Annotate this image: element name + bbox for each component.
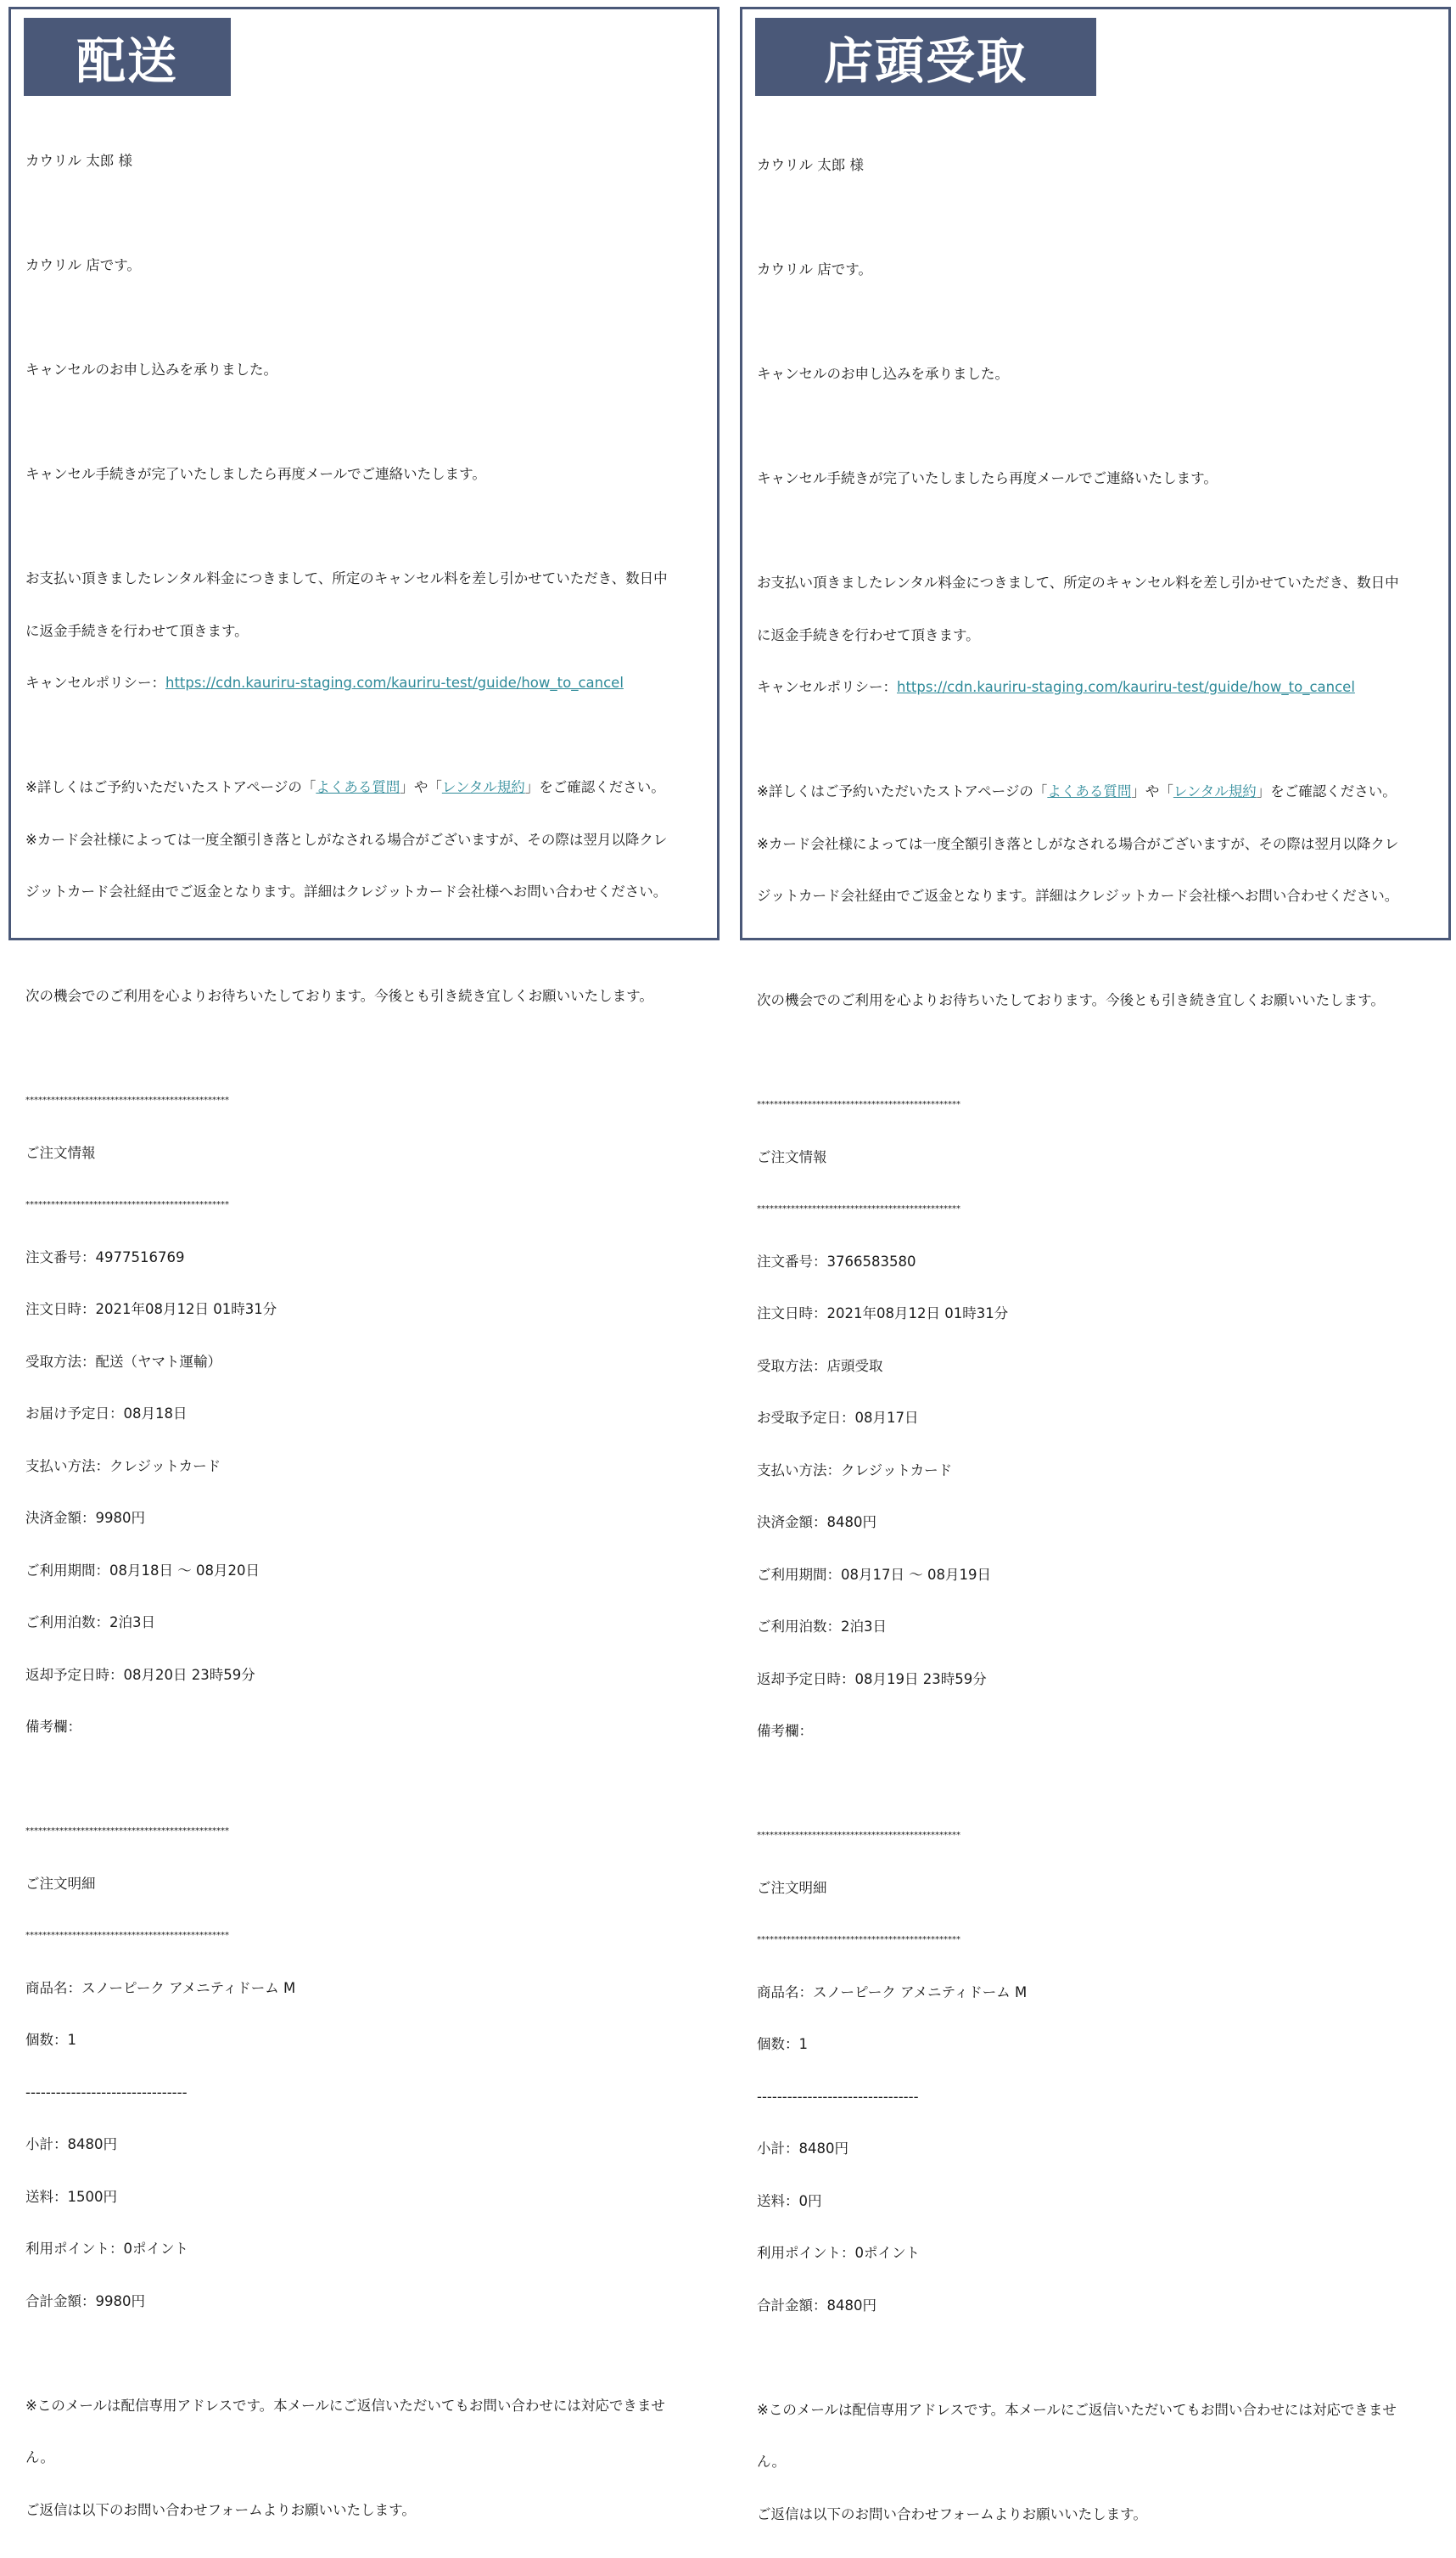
policy-link[interactable]: https://cdn.kauriru-staging.com/kauriru-test/guide/how_to_cancel [897,679,1355,695]
star-divider: ************************************************ [25,1200,229,1209]
star-divider: ************************************************ [25,1826,229,1836]
refund-line-1: お支払い頂きましたレンタル料金につきまして、所定のキャンセル料を差し引かせていただき、数日中 [757,575,1399,591]
product-name: 商品名：スノーピーク アメニティドーム M [757,1983,1028,2000]
note-suffix: 」をご確認ください。 [524,779,665,795]
nights: ご利用泊数：2泊3日 [757,1618,887,1635]
total: 合計金額：8480円 [757,2297,876,2314]
accepted-line: キャンセルのお申し込みを承りました。 [757,366,1009,382]
scheduled-date: お届け予定日：08月18日 [25,1405,188,1422]
star-divider: ************************************************ [757,1831,960,1840]
star-divider: ************************************************ [757,1100,960,1109]
accepted-line: キャンセルのお申し込みを承りました。 [25,362,277,378]
payment-amount: 決済金額：8480円 [757,1514,876,1530]
note-prefix: ※詳しくはご予約いただいたストアページの「 [25,779,316,795]
dash-divider: -------------------------------- [757,2088,919,2105]
order-info-heading: ご注文情報 [757,1148,827,1165]
star-divider: ************************************************ [757,1935,960,1944]
greeting: カウリル 太郎 様 [757,157,864,173]
usage-period: ご利用期間：08月17日 〜 08月19日 [757,1566,991,1583]
points: 利用ポイント：0ポイント [757,2245,920,2261]
policy-line [25,675,705,693]
noreply-line-3: ご返信は以下のお問い合わせフォームよりお願いいたします。 [757,2505,1147,2522]
card-line-1: ※カード会社様によっては一度全額引き落としがなされる場合がございますが、その際は翌月以降クレ [25,831,668,848]
scheduled-date: お受取予定日：08月17日 [757,1410,919,1426]
order-number: 注文番号：3766583580 [757,1253,916,1270]
receive-method: 受取方法：店頭受取 [757,1357,883,1374]
note-mid: 」や「 [1131,783,1173,799]
order-datetime: 注文日時：2021年08月12日 01時31分 [25,1301,277,1317]
payment-method: 支払い方法：クレジットカード [757,1461,953,1478]
noreply-line-2: ん。 [757,2454,786,2470]
follow-up-line: キャンセル手続きが完了いたしましたら再度メールでご連絡いたします。 [757,470,1218,486]
total: 合計金額：9980円 [25,2292,145,2309]
email-body [25,118,705,2554]
policy-label: キャンセルポリシー： [25,675,165,691]
star-divider: ************************************************ [757,1204,960,1214]
noreply-line-3: ご返信は以下のお問い合わせフォームよりお願いいたします。 [25,2501,416,2518]
email-body [757,122,1436,2558]
order-datetime: 注文日時：2021年08月12日 01時31分 [757,1305,1009,1321]
remarks: 備考欄： [757,1723,813,1739]
note-line [25,779,705,797]
order-number: 注文番号：4977516769 [25,1248,185,1265]
points: 利用ポイント：0ポイント [25,2241,188,2257]
noreply-line-2: ん。 [25,2449,54,2465]
order-info-heading: ご注文情報 [25,1144,96,1161]
order-detail-heading: ご注文明細 [757,1879,827,1896]
faq-link[interactable]: よくある質問 [316,779,400,795]
shop-line: カウリル 店です。 [25,257,141,273]
product-name: 商品名：スノーピーク アメニティドーム M [25,1979,296,1996]
noreply-line-1: ※このメールは配信専用アドレスです。本メールにご返信いただいてもお問い合わせには対応できませ [757,2401,1397,2418]
note-mid: 」や「 [400,779,442,795]
note-suffix: 」をご確認ください。 [1256,783,1397,799]
note-line [757,783,1436,801]
shop-line: カウリル 店です。 [757,261,872,278]
remarks: 備考欄： [25,1719,81,1735]
policy-link[interactable]: https://cdn.kauriru-staging.com/kauriru-test/guide/how_to_cancel [165,675,624,691]
return-date: 返却予定日時：08月20日 23時59分 [25,1666,255,1683]
order-detail-heading: ご注文明細 [25,1875,96,1892]
refund-line-1: お支払い頂きましたレンタル料金につきまして、所定のキャンセル料を差し引かせていただき、数日中 [25,570,668,586]
quantity: 個数：1 [25,2032,76,2048]
note-prefix: ※詳しくはご予約いただいたストアページの「 [757,783,1048,799]
card-line-1: ※カード会社様によっては一度全額引き落としがなされる場合がございますが、その際は翌月以降クレ [757,835,1399,852]
subtotal: 小計：8480円 [757,2140,848,2157]
return-date: 返却予定日時：08月19日 23時59分 [757,1670,987,1687]
policy-label: キャンセルポリシー： [757,679,897,695]
follow-up-line: キャンセル手続きが完了いたしましたら再度メールでご連絡いたします。 [25,466,486,482]
star-divider: ************************************************ [25,1931,229,1940]
usage-period: ご利用期間：08月18日 〜 08月20日 [25,1562,260,1579]
payment-method: 支払い方法：クレジットカード [25,1457,221,1474]
dash-divider: -------------------------------- [25,2084,188,2101]
receive-method: 受取方法：配送（ヤマト運輸） [25,1353,221,1370]
shipping: 送料：1500円 [25,2188,117,2205]
subtotal: 小計：8480円 [25,2136,117,2152]
card-line-2: ジットカード会社経由でご返金となります。詳細はクレジットカード会社様へお問い合わせください。 [25,884,668,900]
refund-line-2: に返金手続きを行わせて頂きます。 [25,622,249,639]
closing-line: 次の機会でのご利用を心よりお待ちいたしております。今後とも引き続き宜しくお願いいたします。 [25,988,653,1004]
greeting: カウリル 太郎 様 [25,153,132,169]
payment-amount: 決済金額：9980円 [25,1510,145,1526]
card-line-2: ジットカード会社経由でご返金となります。詳細はクレジットカード会社様へお問い合わせください。 [757,888,1399,904]
panel-title: 配送 [24,18,231,96]
faq-link[interactable]: よくある質問 [1047,783,1132,799]
closing-line: 次の機会でのご利用を心よりお待ちいたしております。今後とも引き続き宜しくお願いいたします。 [757,992,1385,1008]
refund-line-2: に返金手続きを行わせて頂きます。 [757,626,980,643]
quantity: 個数：1 [757,2036,808,2052]
policy-line [757,679,1436,697]
email-panel-delivery [8,7,720,2518]
star-divider: ************************************************ [25,1096,229,1105]
email-panel-store-pickup [740,7,1451,2522]
terms-link[interactable]: レンタル規約 [1173,783,1257,799]
nights: ご利用泊数：2泊3日 [25,1614,155,1630]
noreply-line-1: ※このメールは配信専用アドレスです。本メールにご返信いただいてもお問い合わせには対応できませ [25,2397,665,2414]
panel-title: 店頭受取 [755,18,1096,96]
terms-link[interactable]: レンタル規約 [441,779,525,795]
shipping: 送料：0円 [757,2192,822,2209]
